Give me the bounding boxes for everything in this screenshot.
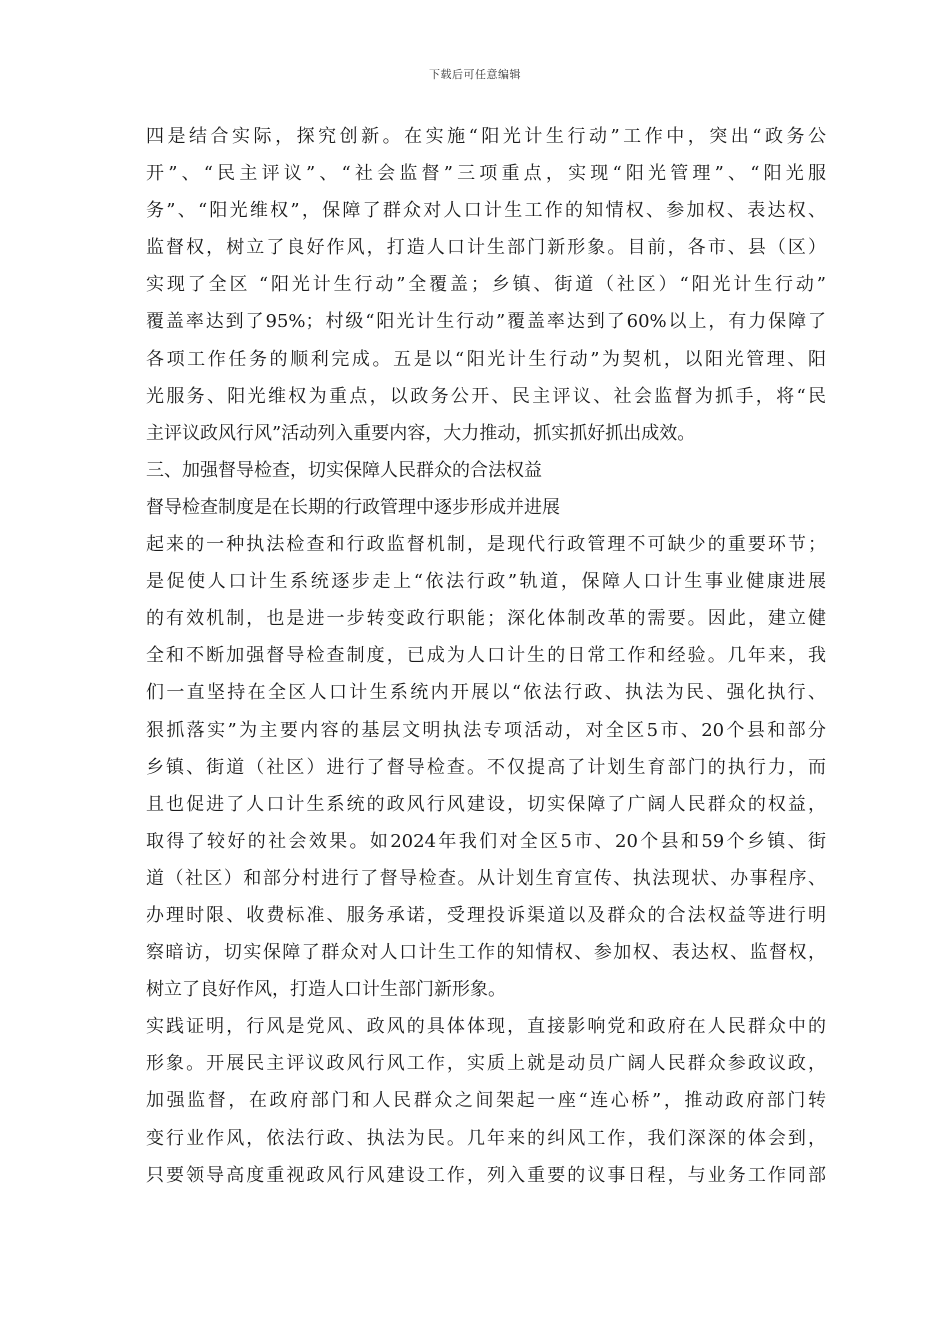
- text-line: 们一直坚持在全区人口计生系统内开展以“依法行政、执法为民、强化执行、: [146, 682, 826, 704]
- text-line: 开”、“民主评议”、“社会监督”三项重点，实现“阳光管理”、“阳光服: [146, 163, 826, 185]
- text-line: 四是结合实际，探究创新。在实施“阳光计生行动”工作中，突出“政务公: [146, 126, 826, 147]
- text-line: 监督权，树立了良好作风，打造人口计生部门新形象。目前，各市、县（区）: [146, 237, 826, 259]
- text-line: 实现了全区 “阳光计生行动”全覆盖；乡镇、街道（社区）“阳光计生行动”: [146, 274, 826, 296]
- text-line: 道（社区）和部分村进行了督导检查。从计划生育宣传、执法现状、办事程序、: [146, 867, 826, 889]
- text-line: 且也促进了人口计生系统的政风行风建设，切实保障了广阔人民群众的权益，: [146, 793, 826, 815]
- text-line: 实践证明，行风是党风、政风的具体体现，直接影响党和政府在人民群众中的: [146, 1016, 826, 1038]
- page-header: 下载后可任意编辑: [429, 68, 521, 81]
- text-line: 光服务、阳光维权为重点，以政务公开、民主评议、社会监督为抓手，将“民: [146, 385, 826, 407]
- text-line: 形象。开展民主评议政风行风工作，实质上就是动员广阔人民群众参政议政，: [146, 1053, 826, 1075]
- text-line: 树立了良好作风，打造人口计生部门新形象。: [146, 979, 506, 1001]
- text-line: 加强监督，在政府部门和人民群众之间架起一座“连心桥”，推动政府部门转: [146, 1090, 826, 1112]
- text-line: 的有效机制，也是进一步转变政行职能；深化体制改革的需要。因此，建立健: [146, 608, 826, 630]
- text-line: 覆盖率达到了95%；村级“阳光计生行动”覆盖率达到了60%以上，有力保障了: [146, 311, 826, 333]
- text-line: 只要领导高度重视政风行风建设工作，列入重要的议事日程，与业务工作同部: [146, 1164, 826, 1186]
- text-line: 狠抓落实”为主要内容的基层文明执法专项活动，对全区5市、20个县和部分: [146, 719, 826, 741]
- text-line: 督导检查制度是在长期的行政管理中逐步形成并进展: [146, 496, 560, 518]
- text-line: 变行业作风，依法行政、执法为民。几年来的纠风工作，我们深深的体会到，: [146, 1127, 826, 1149]
- text-line: 起来的一种执法检查和行政监督机制，是现代行政管理不可缺少的重要环节；: [146, 534, 826, 556]
- text-line: 三、加强督导检查，切实保障人民群众的合法权益: [146, 459, 542, 481]
- document-body: [146, 118, 826, 1194]
- text-line: 务”、“阳光维权”，保障了群众对人口计生工作的知情权、参加权、表达权、: [146, 200, 826, 222]
- text-line: 乡镇、街道（社区）进行了督导检查。不仅提高了计划生育部门的执行力，而: [146, 756, 826, 778]
- text-line: 全和不断加强督导检查制度，已成为人口计生的日常工作和经验。几年来，我: [146, 645, 826, 667]
- text-line: 察暗访，切实保障了群众对人口计生工作的知情权、参加权、表达权、监督权，: [146, 942, 826, 964]
- text-line: 各项工作任务的顺利完成。五是以“阳光计生行动”为契机，以阳光管理、阳: [146, 348, 826, 370]
- text-line: 是促使人口计生系统逐步走上“依法行政”轨道，保障人口计生事业健康进展: [146, 571, 826, 593]
- text-line: 主评议政风行风”活动列入重要内容，大力推动，抓实抓好抓出成效。: [146, 422, 696, 444]
- text-line: 办理时限、收费标准、服务承诺，受理投诉渠道以及群众的合法权益等进行明: [146, 904, 826, 926]
- text-line: 取得了较好的社会效果。如2024年我们对全区5市、20个县和59个乡镇、街: [146, 830, 826, 852]
